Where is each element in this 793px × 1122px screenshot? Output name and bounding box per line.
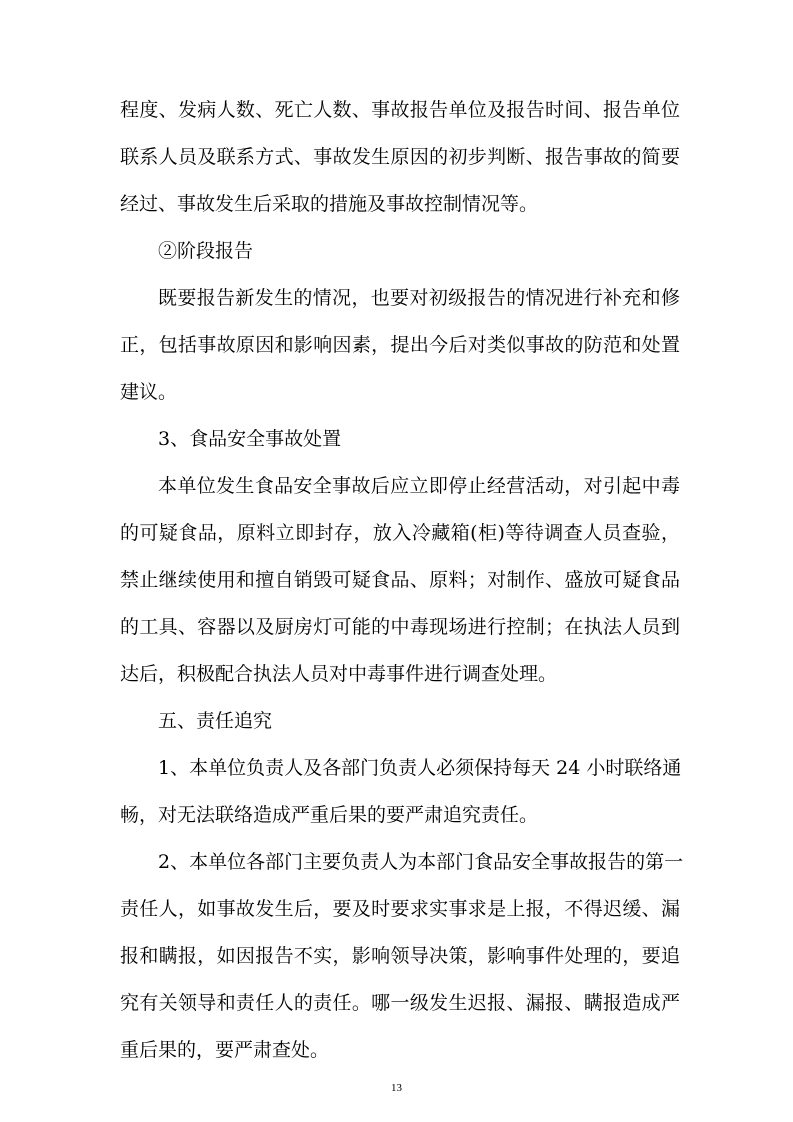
list-item-line: 畅，对无法联络造成严重后果的要严肃追究责任。	[120, 804, 539, 826]
paragraph-line: 正，包括事故原因和影响因素，提出今后对类似事故的防范和处置	[120, 334, 680, 356]
section-heading: 五、责任追究	[158, 710, 273, 732]
paragraph-line: 禁止继续使用和擅自销毁可疑食品、原料；对制作、盛放可疑食品	[120, 569, 680, 591]
section-heading: 3、食品安全事故处置	[158, 428, 342, 450]
list-item-line: 报和瞒报，如因报告不实，影响领导决策，影响事件处理的，要追	[120, 945, 680, 967]
paragraph-line: 达后，积极配合执法人员对中毒事件进行调查处理。	[120, 663, 558, 685]
paragraph-line: 建议。	[120, 381, 178, 403]
list-item-line: 2、本单位各部门主要负责人为本部门食品安全事故报告的第一	[158, 851, 684, 873]
paragraph-line: 既要报告新发生的情况，也要对初级报告的情况进行补充和修	[158, 287, 680, 309]
list-item-line: 1、本单位负责人及各部门负责人必须保持每天 24 小时联络通	[158, 757, 682, 779]
paragraph-line: 联系人员及联系方式、事故发生原因的初步判断、报告事故的简要	[120, 146, 680, 168]
list-item-line: 重后果的，要严肃查处。	[120, 1039, 330, 1061]
page-number: 13	[391, 1082, 402, 1094]
paragraph-line: 经过、事故发生后采取的措施及事故控制情况等。	[120, 193, 539, 215]
paragraph-line: 的可疑食品，原料立即封存，放入冷藏箱(柜)等待调查人员查验，	[120, 522, 680, 544]
section-heading: ②阶段报告	[158, 240, 254, 262]
paragraph-line: 本单位发生食品安全事故后应立即停止经营活动，对引起中毒	[158, 475, 680, 497]
paragraph-line: 的工具、容器以及厨房灯可能的中毒现场进行控制；在执法人员到	[120, 616, 680, 638]
list-item-line: 责任人，如事故发生后，要及时要求实事求是上报，不得迟缓、漏	[120, 898, 680, 920]
list-item-line: 究有关领导和责任人的责任。哪一级发生迟报、漏报、瞒报造成严	[120, 992, 680, 1014]
paragraph-line: 程度、发病人数、死亡人数、事故报告单位及报告时间、报告单位	[120, 99, 680, 121]
